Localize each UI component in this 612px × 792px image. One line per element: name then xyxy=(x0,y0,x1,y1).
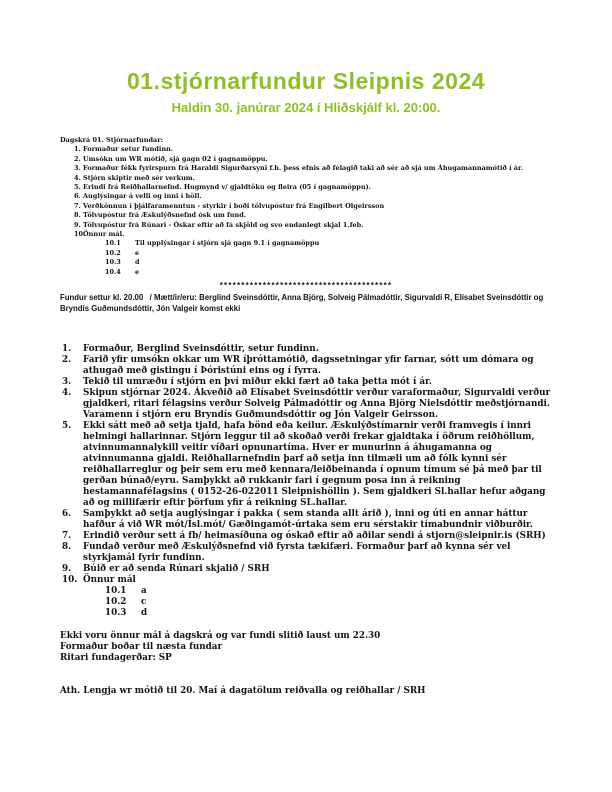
minutes-item xyxy=(60,564,552,575)
minutes-item-text: Farið yfir umsókn okkar um WR íþróttamótið, dagssetningar yfir farnar, sótt um dómara og athugað með gistingu í Þóristúni eins og í fyrra. xyxy=(83,355,534,376)
agenda-item xyxy=(60,155,552,164)
agenda-item-text: Verðkönnun í þjálfaramenntun - styrkir í boði tölvupóstur frá Engilbert Olgeirsson xyxy=(83,201,385,210)
minutes-subitem xyxy=(60,597,552,608)
minutes-item-number: 7. xyxy=(62,531,72,541)
minutes-item xyxy=(60,421,552,509)
agenda-subitem xyxy=(60,249,552,258)
agenda-item-number: 4. xyxy=(74,173,81,182)
agenda-item xyxy=(60,202,552,211)
agenda-item xyxy=(60,164,552,173)
minutes-item-text: Erindið verður sett á fb/ heimasíðuna og óskað eftir að aðilar sendi á stjorn@sleipnir.is (SRH) xyxy=(83,531,546,541)
minutes-subitem-number: 10.1 xyxy=(105,586,127,596)
minutes-item xyxy=(60,531,552,542)
minutes-item-text: Búið er að senda Rúnari skjalið / SRH xyxy=(83,564,270,574)
minutes-item-text: Skipun stjórnar 2024. Ákveðið að Elísabet Sveinsdóttir verður varaformaður, Sigurvaldi verður gjaldkeri, ritari félagsins verður Solveig Pálmadóttir og Anna Björg Nielsdóttir meðstjórnandi. Varamenn í stjórn eru Bryndís Guðmundsdóttir og Jón Valgeir Geirsson. xyxy=(83,388,551,420)
minutes-item-number: 10. xyxy=(62,575,78,585)
agenda-item-number: 10. xyxy=(74,230,86,239)
minutes-subitem-number: 10.2 xyxy=(105,597,127,607)
agenda-item-text: Auglýsingar á velli og inni í höll. xyxy=(83,192,202,201)
agenda-subitem xyxy=(60,268,552,277)
page-title: 01.stjórnarfundur Sleipnis 2024 xyxy=(126,68,486,94)
minutes-item-text: Samþykkt að setja auglýsingar í pakka ( sem standa allt árið ), inni og úti en annar háttur hafður á við WR mót/Ísl.mót/ Gæðingamót-úrtaka sem eru sérstakir tímabundnir viðburðir. xyxy=(83,509,533,530)
agenda-item-text: Stjórn skiptir með sér verkum. xyxy=(83,173,195,182)
agenda-item-number: 5. xyxy=(74,183,81,192)
agenda-item-number: 9. xyxy=(74,220,81,229)
agenda-subitem xyxy=(60,239,552,248)
agenda-subitem-number: 10.2 xyxy=(105,248,121,257)
minutes-item xyxy=(60,542,552,564)
minutes-subitem xyxy=(60,586,552,597)
agenda-item xyxy=(60,192,552,201)
minutes-item-number: 3. xyxy=(62,377,72,387)
agenda-subitem-number: 10.1 xyxy=(105,239,121,248)
minutes-item-text: Formaður, Berglind Sveinsdóttir, setur fundinn. xyxy=(83,344,319,354)
minutes-item-text: Fundað verður með Æskulýðsnefnd við fyrsta tækifæri. Formaður þarf að kynna sér vel styrkjamál fyrir fundinn. xyxy=(83,542,511,563)
agenda-item-number: 8. xyxy=(74,211,81,220)
minutes-item-number: 2. xyxy=(62,355,72,365)
minutes-subitem-text: c xyxy=(141,597,147,607)
agenda-item-text: Tölvupóstur frá Rúnari - Óskar eftir að fá skjöld og svo endanlegt skjal 1.feb. xyxy=(83,220,364,229)
agenda-item-number: 1. xyxy=(74,145,81,154)
minutes-item-number: 9. xyxy=(62,564,72,574)
attendance-line: Fundur settur kl. 20.00 / Mætt/ir/eru: Berglind Sveinsdóttir, Anna Björg, Solveig Pálmadóttir, Sigurvaldi R, Elísabet Sveinsdóttir og Bryndís Guðmundsdóttir, Jón Valgeir komst ekki xyxy=(60,293,544,313)
agenda-subitem-text: e xyxy=(135,248,140,257)
minutes-subitem-text: d xyxy=(141,608,148,618)
agenda-subitem-text: e xyxy=(135,267,140,276)
minutes-item xyxy=(60,344,552,355)
agenda-item-number: 2. xyxy=(74,154,81,163)
agenda-item-number: 6. xyxy=(74,192,81,201)
minutes-item-text: Önnur mál xyxy=(83,575,136,585)
closing-section xyxy=(60,631,552,697)
minutes-item xyxy=(60,509,552,531)
page-subtitle: Haldin 30. janúrar 2024 í Hliðskjálf kl. 20:00. xyxy=(171,100,441,115)
minutes-item-text: Ekki sátt með að setja tjald, hafa bönd eða keilur. Æskulýðstímarnir verði framvegis í innri helmingi hallarinnar. Stjórn leggur til að skoðað verði frekar gjaldtaka í öðrum reiðhöllum, atvinnumannalykill veitir víðari opnunartíma. Hver er munurinn á áhugamanna og atvinnumanna gjaldi. Reiðhallarnefndin þarf að setja inn tilmæli um að fólk kynni sér reiðhallarreglur og þeir sem eru með kennara/leiðbeinanda í opnum tímum sé þá með þar til gerðan búnað/eyru. Samþykkt að rukkanir fari í gegnum posa inn á reikning hestamannafélagsins ( 0152-26-022011 Sleipnishöllin ). Sem gjaldkeri Sl.hallar hefur aðgang að og millifærir eftir þörfum yfir á reikning SL.hallar. xyxy=(83,421,546,508)
agenda-item xyxy=(60,230,552,239)
closing-line: Ritari fundagerðar: SP xyxy=(60,653,172,663)
agenda-subitem-text: d xyxy=(135,258,140,267)
minutes-section xyxy=(60,344,552,619)
closing-line: Ekki voru önnur mál á dagskrá og var fundi slitið laust um 22.30 xyxy=(60,631,381,641)
minutes-subitem xyxy=(60,608,552,619)
minutes-item xyxy=(60,575,552,586)
agenda-subitem-number: 10.3 xyxy=(105,258,121,267)
agenda-item xyxy=(60,183,552,192)
minutes-item-text: Tekið til umræðu í stjórn en því miður ekki fært að taka þetta mót í ár. xyxy=(83,377,432,387)
minutes-item xyxy=(60,377,552,388)
agenda-heading: Dagskrá 01. Stjórnarfundar: xyxy=(60,136,164,144)
agenda-item xyxy=(60,145,552,154)
minutes-item-number: 1. xyxy=(62,344,72,354)
minutes-item xyxy=(60,355,552,377)
agenda-item xyxy=(60,221,552,230)
agenda-item-text: Umsókn um WR mótið, sjá gagn 02 í gagnamöppu. xyxy=(83,154,268,163)
closing-note: Ath. Lengja wr mótið til 20. Maí á dagatölum reiðvalla og reiðhallar / SRH xyxy=(60,686,426,696)
agenda-subitem-number: 10.4 xyxy=(105,267,121,276)
agenda-item xyxy=(60,174,552,183)
agenda-item-text: Formaður setur fundinn. xyxy=(83,145,174,154)
agenda-item-text: Tölvupóstur frá Æskulýðsnefnd ósk um fund. xyxy=(83,211,247,220)
closing-line: Formaður boðar til næsta fundar xyxy=(60,642,223,652)
minutes-subitem-number: 10.3 xyxy=(105,608,127,618)
minutes-item-number: 8. xyxy=(62,542,72,552)
agenda-item-text: Erindi frá Reiðhallarnefnd. Hugmynd v/ gjaldtöku og fleira (05 í gagnamöppu). xyxy=(83,183,371,192)
agenda-item xyxy=(60,211,552,220)
minutes-item xyxy=(60,388,552,421)
agenda-item-text: Önnur mál. xyxy=(83,230,125,239)
agenda-item-number: 7. xyxy=(74,201,81,210)
agenda-item-text: Formaður fékk fyrirspurn frá Haraldi Sigurðarsyni f.h. þess efnis að félagið taki að sér að sjá um Áhugamannamótið í ár. xyxy=(83,164,524,173)
minutes-item-number: 6. xyxy=(62,509,72,519)
asterisk-divider: **************************************** xyxy=(219,281,393,290)
agenda-section xyxy=(60,136,552,277)
minutes-item-number: 5. xyxy=(62,421,72,431)
agenda-item-number: 3. xyxy=(74,164,81,173)
minutes-subitem-text: a xyxy=(141,586,147,596)
minutes-item-number: 4. xyxy=(62,388,72,398)
agenda-subitem-text: Til upplýsingar í stjórn sjá gagn 9.1 í gagnamöppu xyxy=(135,239,320,248)
agenda-subitem xyxy=(60,258,552,267)
